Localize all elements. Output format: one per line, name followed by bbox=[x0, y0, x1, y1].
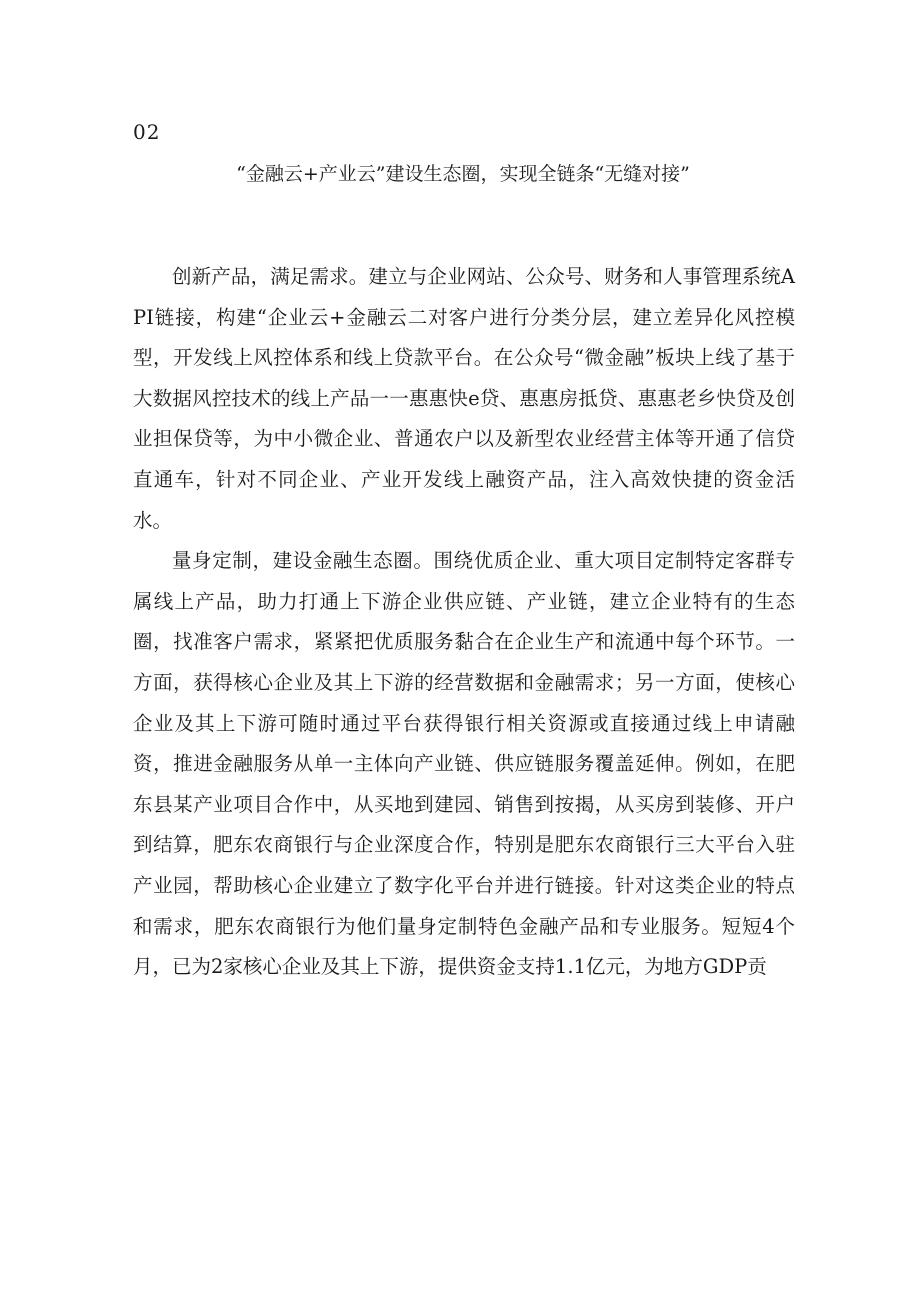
section-heading: “金融云+产业云”建设生态圈，实现全链条“无缝对接” bbox=[236, 163, 690, 185]
paragraph-customization: 量身定制，建设金融生态圈。围绕优质企业、重大项目定制特定客群专属线上产品，助力打通上下游企业供应链、产业链，建立企业特有的生态圈，找准客户需求，紧紧把优质服务黏合在企业生产和流通中每个环节。一方面，获得核心企业及其上下游的经营数据和金融需求；另一方面，使核心企业及其上下游可随时通过平台获得银行相关资源或直接通过线上申请融资，推进金融服务从单一主体向产业链、供应链服务覆盖延伸。例如，在肥东县某产业项目合作中，从买地到建园、销售到按揭，从买房到装修、开户到结算，肥东农商银行与企业深度合作，特别是肥东农商银行三大平台入驻产业园，帮助核心企业建立了数字化平台并进行链接。针对这类企业的特点和需求，肥东农商银行为他们量身定制特色金融产品和专业服务。短短4个月，已为2家核心企业及其上下游，提供资金支持1.1亿元，为地方GDP贡 bbox=[133, 549, 795, 979]
paragraph-innovation: 创新产品，满足需求。建立与企业网站、公众号、财务和人事管理系统API链接，构建“企业云+金融云二对客户进行分类分层，建立差异化风控模型，开发线上风控体系和线上贷款平台。在公众号“微金融”板块上线了基于大数据风控技术的线上产品一一惠惠快e贷、惠惠房抵贷、惠惠老乡快贷及创业担保贷等，为中小微企业、普通农户以及新型农业经营主体等开通了信贷直通车，针对不同企业、产业开发线上融资产品，注入高效快捷的资金活水。 bbox=[133, 265, 795, 532]
body-text bbox=[133, 257, 795, 988]
section-number: 02 bbox=[133, 120, 161, 144]
